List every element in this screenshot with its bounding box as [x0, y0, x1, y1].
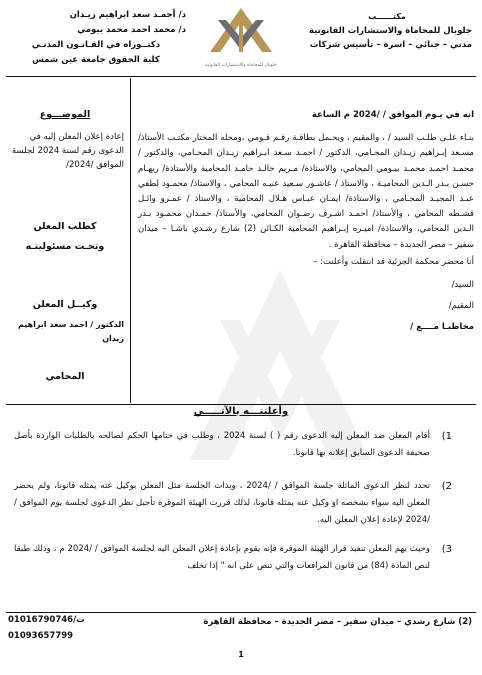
sayed-line: السيد/: [451, 280, 474, 291]
section-title: وأعلنتـــه بالآتـــــي: [193, 406, 289, 417]
footer-divider: [6, 612, 476, 613]
paragraph-number: 1): [441, 431, 452, 442]
bailiff-line: أنا محضر محكمة الجزئية قد انتقلت وأعلنت: –: [313, 256, 474, 267]
paragraph-2: [14, 478, 452, 529]
date-line: انه في يـوم الموافق / /2024 م الساعة: [311, 110, 474, 120]
footer-phone-2: 01093657799: [8, 631, 74, 641]
logo-mark-icon: [196, 6, 286, 58]
firm-name: جلوبال للمحاماة والاستشارات القانونية: [308, 26, 472, 36]
subject-title: الموضـــوع: [39, 109, 91, 120]
footer-address: (2) شارع رشدي – ميدان سفير – مصر الجديدة – محافظة القاهرة: [203, 617, 472, 627]
muqim-line: المقيم/: [448, 301, 474, 312]
logo-caption: جلوبال للمحاماة والاستشارات القانونية: [205, 63, 277, 68]
numbered-paragraphs: [14, 428, 452, 575]
mukhataba-line: مخاطبـا مــــع /: [410, 322, 474, 333]
doctors-header: [6, 8, 186, 68]
left-column: [6, 108, 124, 384]
university: كلية الحقوق جامعة عين شمس: [32, 55, 160, 65]
column-divider: [130, 78, 131, 403]
paragraph-number: 2): [441, 481, 452, 492]
firm-logo: [196, 6, 286, 68]
paragraph-1: [14, 428, 452, 462]
paragraph-text: تحدد لنظر الدعوى الماثلة جلسة الموافق / /2024 ، وبذات الجلسة مثل المعلن بوكيل عنه يمثله قانونا، ولم يحضر المعلن اليه سواء بشخصه او وكيل عنه يمثله قانونا، لذلك قررت الهيئة الموقرة تأجيل نظر الدعوى لجلسة يوم الموافق / /2024 لإعادة إعلان المعلن اليه.: [14, 481, 430, 525]
paragraph-text: وحيث يهم المعلن تنفيذ قرار الهيئة الموقرة فإنه يقوم بإعادة إعلان المعلن اليه لجلسة الموافق / /2024 م ، وذلك طبقا لنص المادة (84) من قانون المرافعات والتي تنص على انه " إذا تخلف: [14, 544, 430, 571]
defendant-sub: وتحـت مسئوليتـه: [25, 241, 105, 252]
paragraph-3: [14, 541, 452, 575]
intro-text: بنـاء علـى طلـب السيد / ، والمقيم ، ويحـمل بطاقـة رقـم قـومي ،ومحله المختار مكتـب الأستاذ/ مسـعد إبـراهيم زيـدان المحـامي، الدكتور / احمـد سـعد ابـراهيم زيـدان المحـامي، والدكتور / محمـد احمـد محمـد بيـومي المحامي، والاستاذة/ مـريم خالـد حامـد المحامية والأستاذة/ ريهـام حسـن بـدر الـدين المحاميـة ، والاستاذ / عاشـور سـعيد عنبـه المحامي ، والاستاذ/ محمـود لطفي عبـد المجيـد المحـامي ، والاستاذة/ ايمـان عبـاس هـلال المحامية ، والاستاذ / عمـرو وائـل قشـطه المحامي ، والأستاذ/ احمـد اشـرف رضـوان المحامي، والأستاذ/ حمـدان محمـود بـدر الـدين المحامي، والاستاذة/ اميـره إبـراهيم المحامية الكـائن (2) شارع رشـدي باشـا – ميدان سفير – مصر الجديدة – محافظة القاهرة .: [138, 133, 474, 250]
subject-text: إعادة إعلان المعلن إليه في الدعوى رقم لسنة 2024 لجلسة الموافق /2024/: [11, 132, 124, 170]
doctor-1: د/ أحمـد سعد ابراهيم زيـدان: [69, 10, 186, 20]
agent-title: وكيــل المعلن: [32, 299, 98, 310]
doctor-2: د/ محمد احمد محمد بيومي: [77, 25, 186, 35]
notice-body: [138, 108, 474, 336]
agent-name: الدكتور / احمد سعد ابراهيم زيدان: [17, 320, 124, 343]
paragraph-text: أقام المعلن ضد المعلن إليه الدعوى رقم ( ) لسنة 2024 ، وطلب في ختامها الحكم لصالحه بالطلبات الواردة بأصل صحيفة الدعوى السابق إعلانه بها قانونا.: [14, 431, 430, 458]
header-divider: [6, 76, 476, 77]
office-label: مكتــــــب: [368, 12, 406, 21]
lawyer-label: المحامي: [45, 371, 85, 382]
footer-phone-1: ت/01016790746: [8, 615, 85, 625]
body-divider: [6, 404, 476, 405]
defendant-title: كطلب المعلن: [33, 221, 97, 232]
firm-services: مدني – جنائي – اسرة – تأسيس شركات: [309, 40, 472, 50]
paragraph-number: 3): [441, 544, 452, 555]
page-number: 1: [238, 650, 244, 659]
doctorate-title: دكتــوراه في القـانـون المدنـي: [31, 40, 161, 50]
firm-header: [302, 10, 472, 52]
